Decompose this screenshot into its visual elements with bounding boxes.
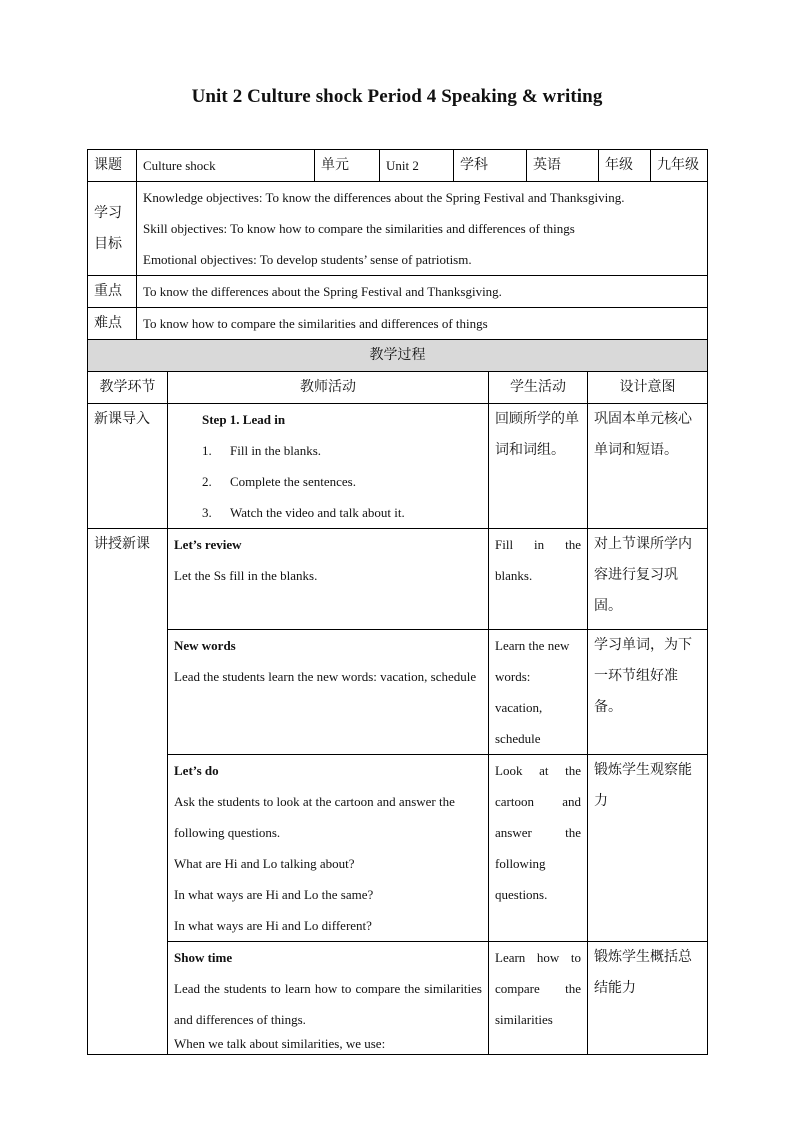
review-teacher — [168, 529, 489, 630]
intro-teacher — [168, 404, 489, 529]
header-stage: 教学环节 — [88, 372, 168, 404]
show-time-line: Lead the students to learn how to compare the similarities and differences of things. — [174, 981, 482, 1027]
new-words-student-line: vacation, — [495, 700, 543, 715]
list-number: 3. — [202, 505, 212, 520]
objectives-content — [137, 182, 708, 276]
header-teacher: 教师活动 — [168, 372, 489, 404]
review-title: Let’s review — [174, 537, 242, 552]
intro-student: 回顾所学的单词和词组。 — [489, 404, 588, 529]
show-time-title: Show time — [174, 950, 233, 965]
intro-steps-list — [202, 435, 482, 528]
new-words-student-line: words: — [495, 669, 531, 684]
objective-knowledge: Knowledge objectives: To know the differences about the Spring Festival and Thanksgiving. — [143, 190, 625, 205]
lets-do-line: In what ways are Hi and Lo different? — [174, 918, 372, 933]
review-student: Fill in the blanks. — [489, 529, 588, 630]
unit-label: 单元 — [315, 150, 380, 182]
list-text: Fill in the blanks. — [230, 443, 321, 458]
review-text: Let the Ss fill in the blanks. — [174, 568, 318, 583]
list-number: 2. — [202, 474, 212, 489]
topic-value: Culture shock — [137, 150, 315, 182]
intro-step-title: Step 1. Lead in — [202, 412, 286, 427]
review-purpose: 对上节课所学内容进行复习巩固。 — [588, 529, 708, 630]
intro-purpose: 巩固本单元核心单词和短语。 — [588, 404, 708, 529]
header-student: 学生活动 — [489, 372, 588, 404]
difficult-point-label: 难点 — [88, 308, 137, 340]
process-title: 教学过程 — [88, 340, 708, 372]
topic-label: 课题 — [88, 150, 137, 182]
objective-skill: Skill objectives: To know how to compare the similarities and differences of things — [143, 221, 575, 236]
lets-do-purpose: 锻炼学生观察能力 — [588, 755, 708, 942]
new-words-student-line: Learn the new — [495, 638, 570, 653]
new-words-purpose: 学习单词，为下一环节组好准备。 — [588, 630, 708, 755]
new-words-teacher — [168, 630, 489, 755]
show-time-purpose: 锻炼学生概括总结能力 — [588, 942, 708, 1055]
difficult-point-value: To know how to compare the similarities and differences of things — [137, 308, 708, 340]
list-item — [202, 497, 482, 528]
list-number: 1. — [202, 443, 212, 458]
show-time-teacher — [168, 942, 489, 1055]
objectives-label-line-2: 目标 — [94, 235, 122, 252]
subject-label: 学科 — [454, 150, 527, 182]
stage-intro: 新课导入 — [88, 404, 168, 529]
list-item — [202, 435, 482, 466]
list-text: Watch the video and talk about it. — [230, 505, 405, 520]
new-words-title: New words — [174, 638, 236, 653]
lets-do-line: What are Hi and Lo talking about? — [174, 856, 355, 871]
header-purpose: 设计意图 — [588, 372, 708, 404]
key-point-value: To know the differences about the Spring Festival and Thanksgiving. — [137, 276, 708, 308]
process-table — [87, 339, 708, 1055]
lets-do-line: In what ways are Hi and Lo the same? — [174, 887, 374, 902]
new-words-student — [489, 630, 588, 755]
objectives-label-line-1: 学习 — [94, 204, 122, 221]
grade-label: 年级 — [599, 150, 651, 182]
lets-do-teacher — [168, 755, 489, 942]
show-time-student: Learn how to compare the similarities — [489, 942, 588, 1055]
objective-emotional: Emotional objectives: To develop students’ sense of patriotism. — [143, 252, 472, 267]
objectives-label — [88, 182, 137, 276]
unit-value: Unit 2 — [380, 150, 454, 182]
grade-value: 九年级 — [651, 150, 708, 182]
page-title: Unit 2 Culture shock Period 4 Speaking & writing — [191, 86, 603, 107]
lets-do-title: Let’s do — [174, 763, 219, 778]
key-point-label: 重点 — [88, 276, 137, 308]
list-item — [202, 466, 482, 497]
subject-value: 英语 — [527, 150, 599, 182]
lets-do-line: Ask the students to look at the cartoon and answer the following questions. — [174, 794, 455, 840]
list-text: Complete the sentences. — [230, 474, 356, 489]
show-time-line: When we talk about similarities, we use: — [174, 1036, 386, 1051]
info-table — [87, 149, 708, 340]
stage-teaching: 讲授新课 — [88, 529, 168, 1055]
new-words-text: Lead the students learn the new words: vacation, schedule — [174, 669, 477, 684]
lets-do-student: Look at the cartoon and answer the following questions. — [489, 755, 588, 942]
new-words-student-line: schedule — [495, 731, 541, 746]
